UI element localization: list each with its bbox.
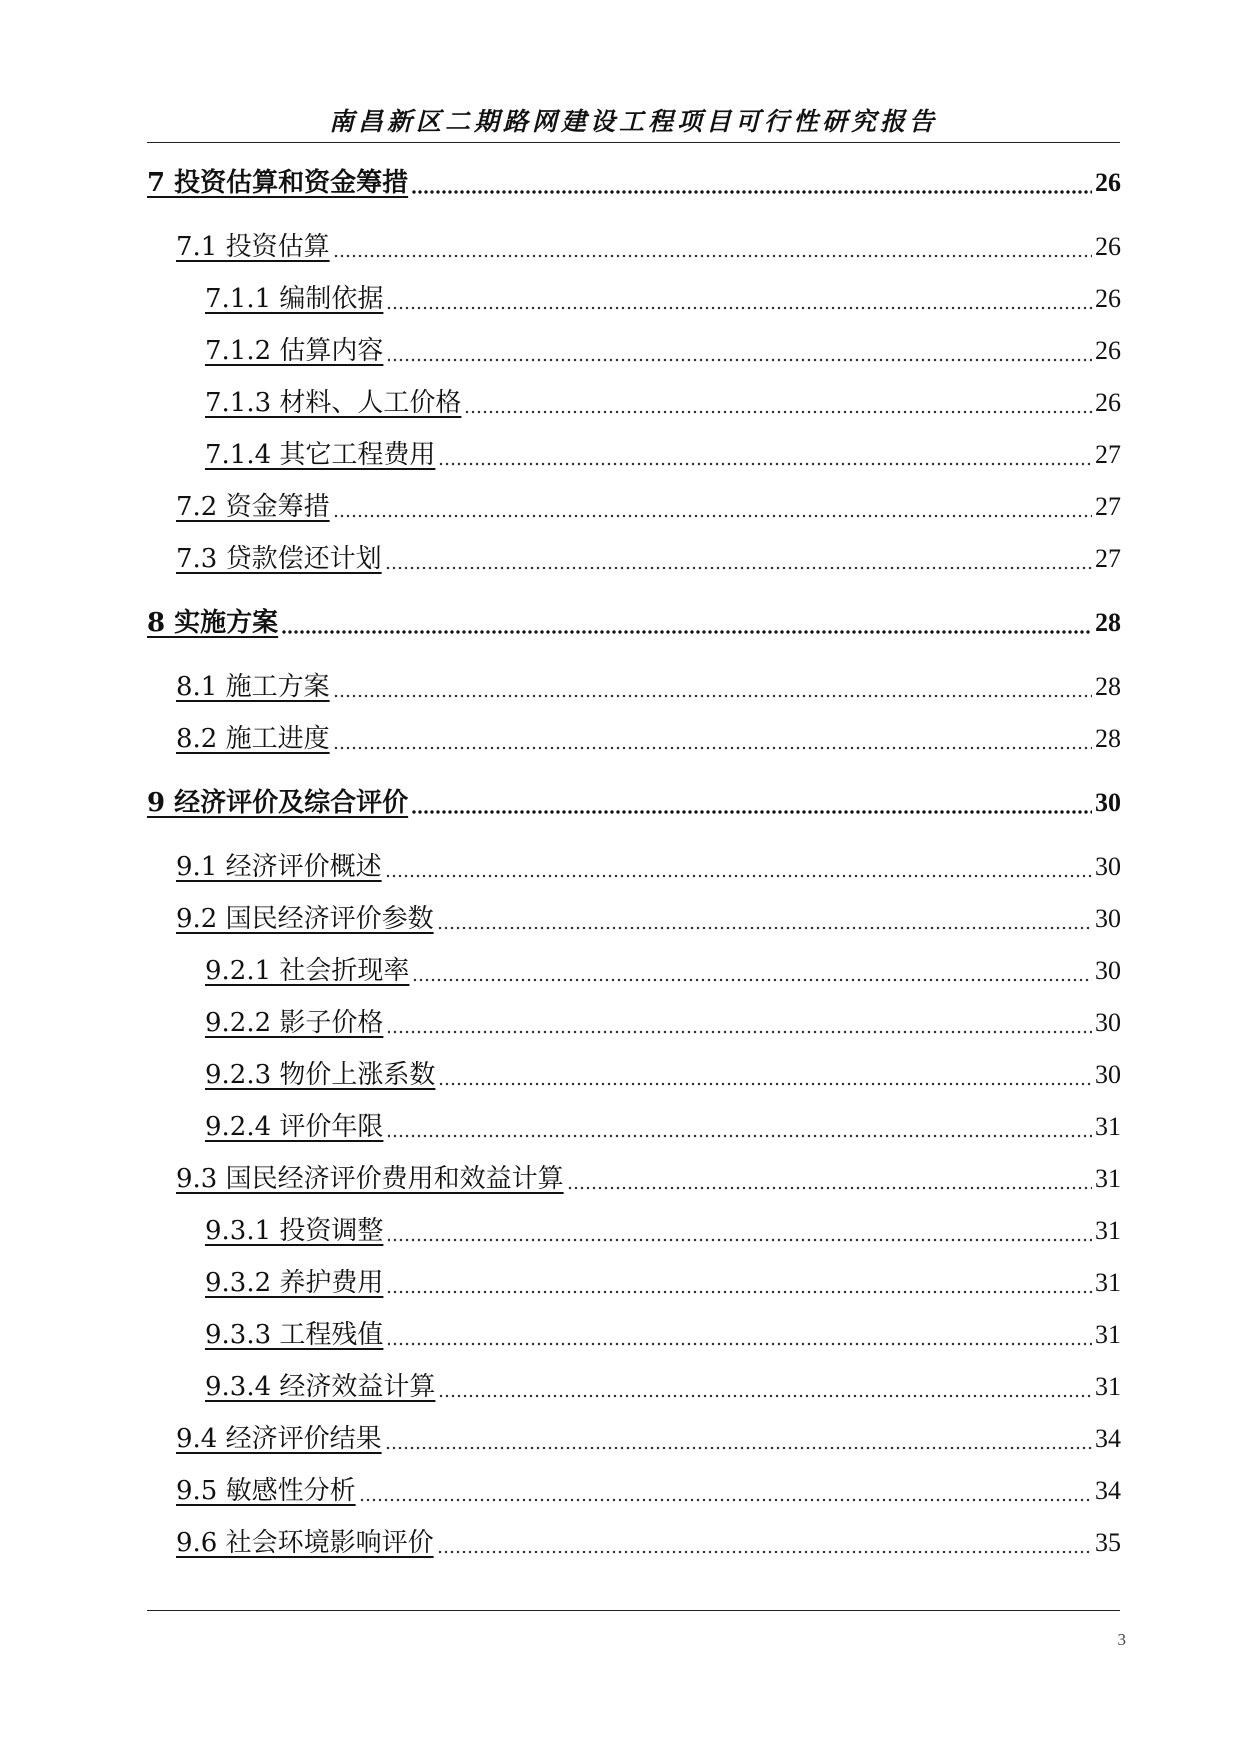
toc-dot-leader	[333, 693, 1092, 699]
toc-entry[interactable]	[205, 1002, 1121, 1042]
toc-dot-leader	[386, 1341, 1092, 1347]
toc-entry-label[interactable]: 9.3.1 投资调整	[205, 1216, 384, 1246]
toc-entry-label[interactable]: 9.5 敏感性分析	[176, 1476, 356, 1506]
toc-dot-leader	[437, 1549, 1092, 1555]
toc-entry-page: 26	[1095, 232, 1121, 261]
toc-entry-page: 31	[1095, 1216, 1121, 1245]
toc-entry-label[interactable]: 9.2.3 物价上涨系数	[205, 1060, 436, 1090]
toc-entry-page: 30	[1095, 956, 1121, 985]
toc-entry-page: 30	[1095, 788, 1121, 817]
toc-entry[interactable]	[176, 1470, 1121, 1510]
toc-entry[interactable]	[176, 226, 1121, 266]
toc-entry-label[interactable]: 7.1.1 编制依据	[205, 284, 384, 314]
toc-entry-page: 31	[1095, 1268, 1121, 1297]
toc-entry[interactable]	[147, 162, 1121, 202]
toc-entry-page: 34	[1095, 1424, 1121, 1453]
toc-dot-leader	[412, 977, 1092, 983]
toc-entry-page: 27	[1095, 544, 1121, 573]
toc-entry-label[interactable]: 7.2 资金筹措	[176, 492, 330, 522]
toc-entry[interactable]	[205, 382, 1121, 422]
toc-entry-label[interactable]: 7 投资估算和资金筹措	[147, 168, 409, 198]
toc-entry-page: 31	[1095, 1164, 1121, 1193]
page-number: 3	[1117, 1630, 1126, 1649]
toc-entry-label[interactable]: 9.3.4 经济效益计算	[205, 1372, 436, 1402]
toc-entry[interactable]	[205, 434, 1121, 474]
toc-dot-leader	[386, 305, 1092, 311]
toc-dot-leader	[333, 253, 1092, 259]
toc-entry[interactable]	[205, 950, 1121, 990]
toc-entry-page: 26	[1095, 388, 1121, 417]
toc-entry[interactable]	[176, 718, 1121, 758]
toc-entry-page: 28	[1095, 724, 1121, 753]
toc-dot-leader	[464, 409, 1092, 415]
toc-entry[interactable]	[176, 1158, 1121, 1198]
toc-entry-page: 30	[1095, 852, 1121, 881]
toc-entry-page: 26	[1095, 336, 1121, 365]
toc-dot-leader	[438, 461, 1092, 467]
toc-dot-leader	[438, 1393, 1092, 1399]
toc-entry-page: 30	[1095, 1060, 1121, 1089]
toc-entry-label[interactable]: 7.1.4 其它工程费用	[205, 440, 436, 470]
toc-entry[interactable]	[205, 1262, 1121, 1302]
toc-entry-page: 35	[1095, 1528, 1121, 1557]
toc-entry[interactable]	[176, 846, 1121, 886]
toc-dot-leader	[386, 1237, 1092, 1243]
toc-entry[interactable]	[205, 1210, 1121, 1250]
toc-entry-page: 27	[1095, 492, 1121, 521]
toc-entry[interactable]	[205, 330, 1121, 370]
toc-entry[interactable]	[147, 602, 1121, 642]
toc-entry[interactable]	[176, 898, 1121, 938]
toc-entry-page: 28	[1095, 672, 1121, 701]
footer-rule	[147, 1610, 1120, 1611]
toc-entry[interactable]	[205, 278, 1121, 318]
header-rule	[147, 142, 1120, 143]
toc-entry-page: 30	[1095, 1008, 1121, 1037]
toc-dot-leader	[385, 1445, 1092, 1451]
toc-entry-label[interactable]: 9.1 经济评价概述	[176, 852, 382, 882]
toc-dot-leader	[385, 565, 1092, 571]
toc-entry-page: 27	[1095, 440, 1121, 469]
toc-dot-leader	[567, 1185, 1092, 1191]
toc-dot-leader	[386, 357, 1092, 363]
toc-entry-page: 30	[1095, 904, 1121, 933]
toc-entry-label[interactable]: 7.1.3 材料、人工价格	[205, 388, 462, 418]
toc-entry[interactable]	[205, 1106, 1121, 1146]
toc-dot-leader	[333, 513, 1092, 519]
toc-entry-label[interactable]: 8.2 施工进度	[176, 724, 330, 754]
toc-entry[interactable]	[176, 538, 1121, 578]
toc-entry-label[interactable]: 8 实施方案	[147, 608, 279, 638]
toc-entry-label[interactable]: 9.2.4 评价年限	[205, 1112, 384, 1142]
toc-dot-leader	[386, 1289, 1092, 1295]
toc-entry-label[interactable]: 9.3 国民经济评价费用和效益计算	[176, 1164, 564, 1194]
toc-entry-label[interactable]: 9.3.3 工程残值	[205, 1320, 384, 1350]
toc-entry[interactable]	[176, 666, 1121, 706]
toc-entry-page: 26	[1095, 168, 1121, 197]
toc-dot-leader	[411, 189, 1092, 195]
toc-entry-label[interactable]: 8.1 施工方案	[176, 672, 330, 702]
toc-entry[interactable]	[205, 1054, 1121, 1094]
toc-entry-label[interactable]: 9.2.1 社会折现率	[205, 956, 410, 986]
toc-entry-page: 28	[1095, 608, 1121, 637]
header-title: 南昌新区二期路网建设工程项目可行性研究报告	[328, 107, 938, 136]
toc-dot-leader	[281, 629, 1092, 635]
toc-entry-page: 34	[1095, 1476, 1121, 1505]
toc-entry-label[interactable]: 9.3.2 养护费用	[205, 1268, 384, 1298]
toc-entry-label[interactable]: 9.6 社会环境影响评价	[176, 1528, 434, 1558]
toc-dot-leader	[385, 873, 1092, 879]
toc-entry-page: 31	[1095, 1372, 1121, 1401]
toc-entry-label[interactable]: 9.4 经济评价结果	[176, 1424, 382, 1454]
toc-entry[interactable]	[205, 1366, 1121, 1406]
toc-entry-label[interactable]: 9.2.2 影子价格	[205, 1008, 384, 1038]
toc-entry-page: 31	[1095, 1320, 1121, 1349]
toc-entry[interactable]	[176, 486, 1121, 526]
toc-dot-leader	[386, 1133, 1092, 1139]
toc-dot-leader	[359, 1497, 1092, 1503]
toc-dot-leader	[333, 745, 1092, 751]
toc-entry-page: 26	[1095, 284, 1121, 313]
toc-entry-label[interactable]: 9 经济评价及综合评价	[147, 788, 409, 818]
toc-dot-leader	[437, 925, 1092, 931]
toc-dot-leader	[438, 1081, 1092, 1087]
toc-entry[interactable]	[147, 782, 1121, 822]
toc-entry-label[interactable]: 9.2 国民经济评价参数	[176, 904, 434, 934]
toc-entry[interactable]	[176, 1418, 1121, 1458]
toc-entry-label[interactable]: 7.1 投资估算	[176, 232, 330, 262]
toc-entry-label[interactable]: 7.1.2 估算内容	[205, 336, 384, 366]
toc-entry[interactable]	[176, 1522, 1121, 1562]
toc-entry[interactable]	[205, 1314, 1121, 1354]
toc-dot-leader	[386, 1029, 1092, 1035]
toc-entry-page: 31	[1095, 1112, 1121, 1141]
toc-entry-label[interactable]: 7.3 贷款偿还计划	[176, 544, 382, 574]
toc-dot-leader	[411, 809, 1092, 815]
